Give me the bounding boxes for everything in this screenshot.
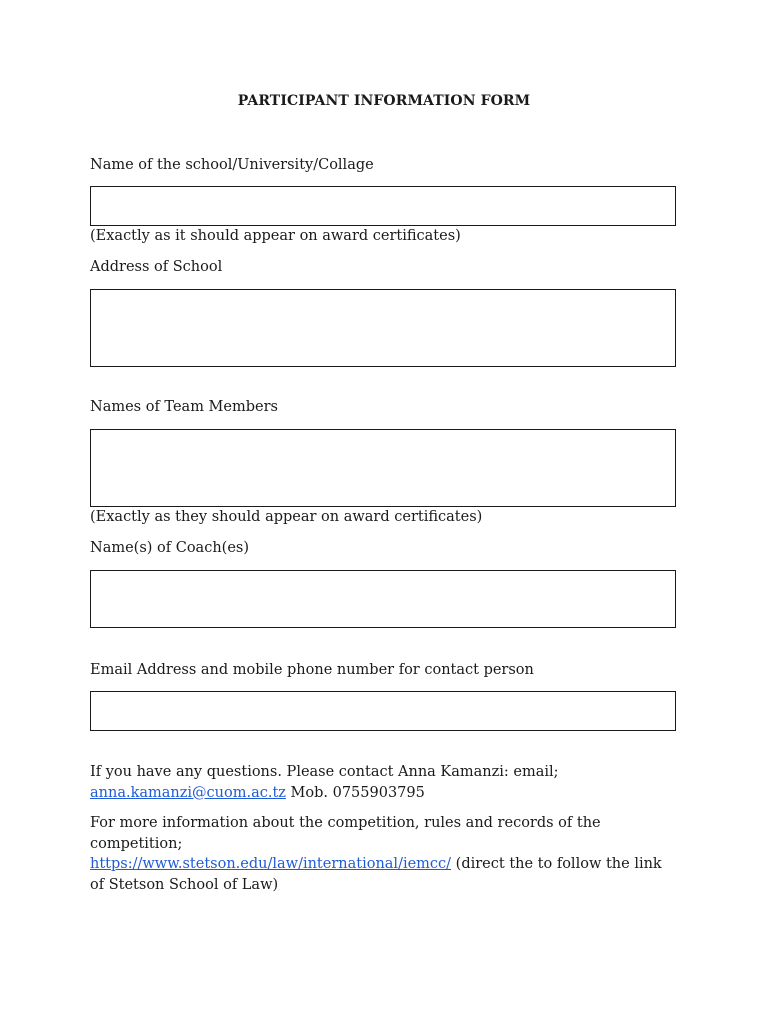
more-info-tail-text: (direct the to follow the link of Stetson School of Law) <box>90 856 662 893</box>
form-title: PARTICIPANT INFORMATION FORM <box>237 93 531 109</box>
team-members-label: Names of Team Members <box>90 399 278 415</box>
contact-details-field[interactable] <box>90 691 676 731</box>
school-name-label: Name of the school/University/Collage <box>90 157 374 173</box>
more-info-paragraph <box>90 813 680 895</box>
school-name-note: (Exactly as it should appear on award certificates) <box>90 228 461 244</box>
competition-url-link[interactable]: https://www.stetson.edu/law/international/iemcc/ <box>90 856 452 872</box>
school-address-label: Address of School <box>90 259 223 275</box>
contact-details-label: Email Address and mobile phone number for contact person <box>90 662 534 678</box>
coaches-field[interactable] <box>90 570 676 628</box>
team-members-note: (Exactly as they should appear on award certificates) <box>90 509 483 525</box>
more-info-intro-text: For more information about the competition, rules and records of the competition; <box>90 815 601 852</box>
school-address-field[interactable] <box>90 289 676 367</box>
coaches-label: Name(s) of Coach(es) <box>90 540 249 556</box>
contact-mobile-text: Mob. 0755903795 <box>285 784 425 801</box>
school-name-field[interactable] <box>90 186 676 226</box>
contact-intro-text: If you have any questions. Please contact Anna Kamanzi: email; <box>90 764 559 780</box>
team-members-field[interactable] <box>90 429 676 507</box>
contact-email-link[interactable]: anna.kamanzi@cuom.ac.tz <box>90 784 286 801</box>
contact-paragraph <box>90 762 680 803</box>
